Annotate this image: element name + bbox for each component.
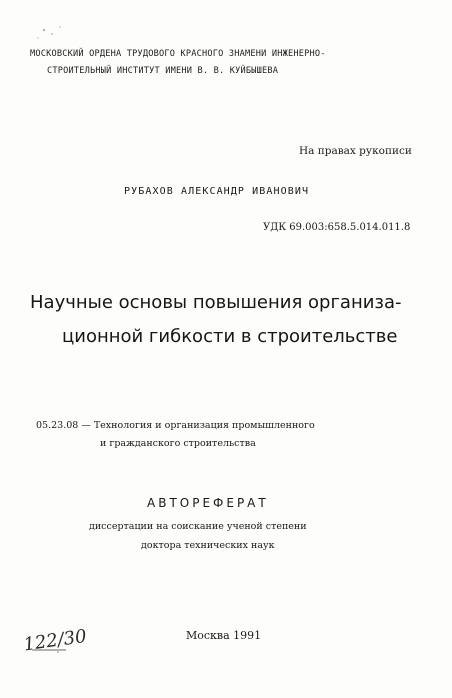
- institution-line-2: СТРОИТЕЛЬНЫЙ ИНСТИТУТ ИМЕНИ В. В. КУЙБЫШЕВА: [47, 66, 279, 76]
- specialty-line-1: 05.23.08 — Технология и организация промышленного: [36, 420, 315, 431]
- handwritten-note: [22, 625, 88, 670]
- dissertation-line-1: диссертации на соискание ученой степени: [89, 521, 307, 532]
- genre-heading: АВТОРЕФЕРАТ: [147, 496, 269, 510]
- city-year: Москва 1991: [186, 629, 262, 642]
- dissertation-line-2: доктора технических наук: [141, 540, 275, 551]
- specialty-line-2: и гражданского строительства: [100, 438, 256, 449]
- title-line-1: Научные основы повышения организа-: [30, 292, 402, 313]
- handwritten-text: 122/30: [22, 625, 88, 656]
- manuscript-note: На правах рукописи: [299, 145, 412, 157]
- udk-code: УДК 69.003:658.5.014.011.8: [263, 222, 411, 233]
- institution-line-1: МОСКОВСКИЙ ОРДЕНА ТРУДОВОГО КРАСНОГО ЗНАМЕНИ ИНЖЕНЕРНО-: [30, 49, 326, 59]
- title-line-2: ционной гибкости в строительстве: [62, 326, 398, 347]
- author-name: РУБАХОВ АЛЕКСАНДР ИВАНОВИЧ: [124, 186, 310, 197]
